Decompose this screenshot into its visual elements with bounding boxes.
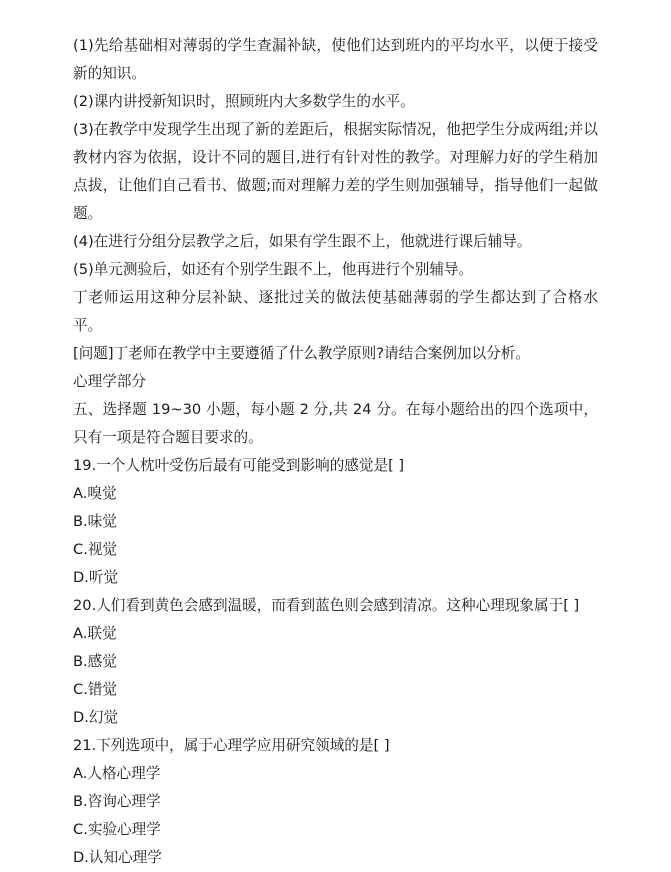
section-instruction: 五、选择题 19~30 小题，每小题 2 分,共 24 分。在每小题给出的四个选项中，只有一项是符合题目要求的。 [73, 401, 598, 446]
option-b: B.味觉 [73, 513, 117, 530]
question-stem: 19.一个人枕叶受伤后最有可能受到影响的感觉是[ ] [73, 457, 405, 474]
case-point-5: (5)单元测验后，如还有个别学生跟不上，他再进行个别辅导。 [73, 261, 474, 278]
option-d: D.幻觉 [73, 709, 119, 726]
option-c: C.视觉 [73, 541, 118, 558]
section-title: 心理学部分 [73, 373, 146, 390]
option-d: D.听觉 [73, 569, 119, 586]
option-d: D.认知心理学 [73, 849, 162, 866]
option-a: A.嗅觉 [73, 485, 117, 502]
question-20 [73, 592, 598, 732]
case-question: [问题]丁老师在教学中主要遵循了什么教学原则?请结合案例加以分析。 [73, 345, 530, 362]
case-point-4: (4)在进行分组分层教学之后，如果有学生跟不上，他就进行课后辅导。 [73, 233, 532, 250]
case-point-2: (2)课内讲授新知识时，照顾班内大多数学生的水平。 [73, 93, 415, 110]
case-conclusion: 丁老师运用这种分层补缺、逐批过关的做法使基础薄弱的学生都达到了合格水平。 [73, 289, 598, 334]
option-c: C.实验心理学 [73, 821, 161, 838]
option-b: B.咨询心理学 [73, 793, 161, 810]
document-page [73, 32, 598, 872]
case-point-3: (3)在教学中发现学生出现了新的差距后，根据实际情况，他把学生分成两组;并以教材内容为依据，设计不同的题目,进行有针对性的教学。对理解力好的学生稍加点拔，让他们自己看书、做题;而对理解力差的学生则加强辅导，指导他们一起做题。 [73, 121, 598, 222]
question-stem: 20.人们看到黄色会感到温暖，而看到蓝色则会感到清凉。这种心理现象属于[ ] [73, 597, 580, 614]
option-b: B.感觉 [73, 653, 117, 670]
option-a: A.人格心理学 [73, 765, 161, 782]
option-a: A.联觉 [73, 625, 117, 642]
question-19 [73, 452, 598, 592]
question-21 [73, 732, 598, 872]
option-c: C.错觉 [73, 681, 118, 698]
case-point-1: (1)先给基础相对薄弱的学生查漏补缺，使他们达到班内的平均水平，以便于接受新的知识。 [73, 37, 598, 82]
question-stem: 21.下列选项中，属于心理学应用研究领域的是[ ] [73, 737, 390, 754]
